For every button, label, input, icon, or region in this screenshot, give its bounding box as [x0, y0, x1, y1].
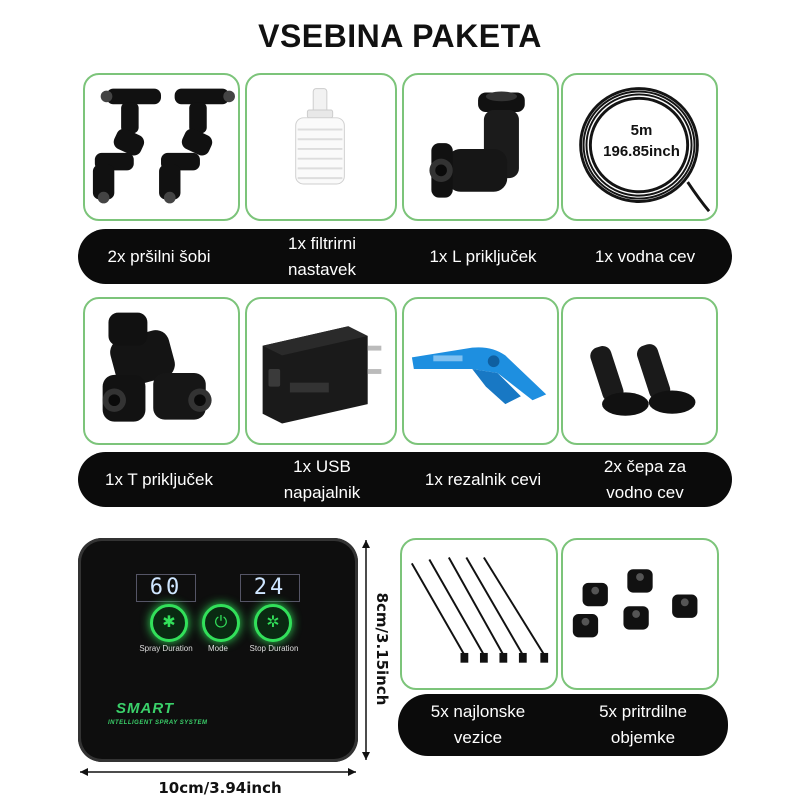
label-t-connector: 1x T priključek — [104, 469, 214, 489]
cable-ties-image — [402, 540, 556, 688]
card-filter — [245, 73, 397, 221]
card-usb-adapter — [245, 297, 397, 445]
label-bar-row3 — [398, 694, 728, 756]
card-clamps — [561, 538, 719, 690]
stop-duration-button[interactable] — [254, 604, 292, 642]
mode-label: Mode — [207, 644, 228, 653]
spray-duration-label: Spray Duration — [139, 644, 193, 653]
display-right: 24 — [240, 574, 300, 602]
label-hose-cutter: 1x rezalnik cevi — [424, 469, 542, 489]
brand-tagline: INTELLIGENT SPRAY SYSTEM — [108, 720, 208, 726]
card-spray-nozzles — [83, 73, 240, 221]
power-icon: ⏻ — [214, 614, 228, 631]
height-dimension: 8cm/3.15inch — [373, 592, 391, 706]
page-title: VSEBINA PAKETA — [258, 18, 542, 54]
spray-icon: ✱ — [162, 614, 176, 631]
clamps-image — [563, 540, 717, 688]
card-water-hose — [561, 73, 718, 221]
label-clamps: 5x pritrdilne objemke — [599, 702, 687, 747]
t-connector-image — [85, 299, 238, 443]
usb-adapter-image — [247, 299, 395, 443]
l-connector-image — [404, 75, 557, 219]
card-cable-ties — [400, 538, 558, 690]
label-l-connector: 1x L priključek — [429, 246, 537, 266]
display-left: 60 — [136, 574, 196, 602]
filter-image — [247, 75, 395, 219]
spray-nozzles-image — [85, 75, 238, 219]
card-hose-plugs — [561, 297, 718, 445]
label-bar-row1 — [78, 229, 732, 284]
width-dimension: 10cm/3.94inch — [158, 779, 282, 797]
spray-duration-button[interactable] — [150, 604, 188, 642]
card-hose-cutter — [402, 297, 559, 445]
hose-cutter-image — [404, 299, 557, 443]
mode-button[interactable] — [202, 604, 240, 642]
label-cable-ties: 5x najlonske vezice — [430, 702, 526, 747]
brand-logo: SMART — [116, 700, 175, 717]
stop-duration-label: Stop Duration — [249, 644, 299, 653]
controller-device — [78, 538, 358, 762]
card-l-connector — [402, 73, 559, 221]
hose-inch-text: 196.85inch — [603, 143, 680, 160]
label-water-hose: 1x vodna cev — [594, 246, 696, 266]
hose-plugs-image — [563, 299, 716, 443]
label-hose-plugs: 2x čepa za vodno cev — [603, 456, 687, 502]
label-spray-nozzles: 2x pršilni šobi — [107, 246, 211, 266]
label-usb-adapter: 1x USB napajalnik — [283, 456, 361, 502]
card-t-connector — [83, 297, 240, 445]
label-bar-row2 — [78, 452, 732, 507]
hose-length-text: 5m — [630, 122, 653, 139]
stop-spray-icon: ✲ — [266, 614, 280, 631]
label-filter: 1x filtrirni nastavek — [287, 233, 357, 279]
